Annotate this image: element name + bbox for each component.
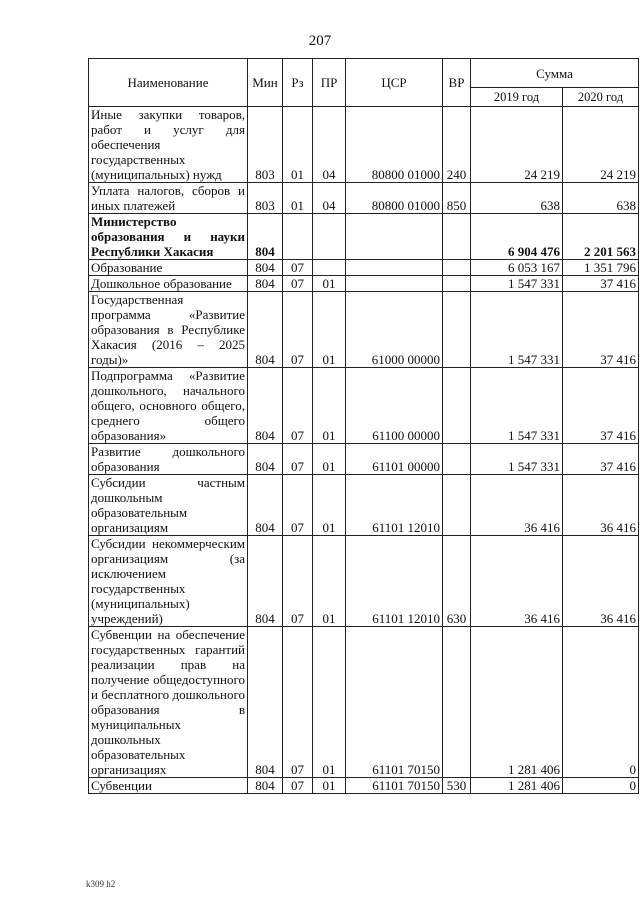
cell-2020: 638 bbox=[563, 183, 639, 214]
cell-2020: 0 bbox=[563, 627, 639, 778]
cell-rz: 07 bbox=[283, 627, 313, 778]
cell-vr bbox=[443, 214, 471, 260]
table-row bbox=[89, 368, 639, 444]
table-row bbox=[89, 536, 639, 627]
table-body bbox=[89, 107, 639, 794]
cell-2019: 1 547 331 bbox=[471, 444, 563, 475]
cell-csr: 61101 70150 bbox=[346, 627, 443, 778]
cell-vr bbox=[443, 276, 471, 292]
cell-2019: 24 219 bbox=[471, 107, 563, 183]
cell-rz: 07 bbox=[283, 260, 313, 276]
header-sum: Сумма bbox=[471, 59, 639, 88]
cell-rz: 07 bbox=[283, 292, 313, 368]
cell-csr bbox=[346, 276, 443, 292]
cell-rz: 07 bbox=[283, 536, 313, 627]
cell-pr: 01 bbox=[313, 368, 346, 444]
cell-2020: 37 416 bbox=[563, 444, 639, 475]
cell-vr bbox=[443, 444, 471, 475]
cell-vr: 630 bbox=[443, 536, 471, 627]
table-row bbox=[89, 107, 639, 183]
cell-min: 804 bbox=[248, 368, 283, 444]
cell-pr bbox=[313, 214, 346, 260]
cell-csr: 61101 70150 bbox=[346, 778, 443, 794]
cell-vr bbox=[443, 475, 471, 536]
cell-name: Образование bbox=[89, 260, 248, 276]
cell-vr bbox=[443, 627, 471, 778]
cell-min: 804 bbox=[248, 214, 283, 260]
cell-min: 804 bbox=[248, 292, 283, 368]
cell-pr: 04 bbox=[313, 183, 346, 214]
page-number: 207 bbox=[308, 33, 332, 49]
cell-min: 804 bbox=[248, 627, 283, 778]
table-row bbox=[89, 778, 639, 794]
header-rz: Рз bbox=[283, 59, 313, 107]
header-csr: ЦСР bbox=[346, 59, 443, 107]
cell-vr bbox=[443, 292, 471, 368]
cell-2020: 2 201 563 bbox=[563, 214, 639, 260]
cell-min: 804 bbox=[248, 444, 283, 475]
cell-csr: 80800 01000 bbox=[346, 107, 443, 183]
table-row bbox=[89, 627, 639, 778]
cell-name: Министерство образования и науки Республики Хакасия bbox=[89, 214, 248, 260]
cell-min: 803 bbox=[248, 107, 283, 183]
header-name: Наименование bbox=[89, 59, 248, 107]
cell-name: Развитие дошкольного образования bbox=[89, 444, 248, 475]
cell-pr: 01 bbox=[313, 475, 346, 536]
cell-csr: 61000 00000 bbox=[346, 292, 443, 368]
cell-rz: 07 bbox=[283, 778, 313, 794]
cell-2019: 6 053 167 bbox=[471, 260, 563, 276]
cell-rz: 07 bbox=[283, 444, 313, 475]
cell-min: 804 bbox=[248, 778, 283, 794]
cell-pr: 01 bbox=[313, 444, 346, 475]
cell-name: Субвенции bbox=[89, 778, 248, 794]
table-row bbox=[89, 292, 639, 368]
cell-min: 803 bbox=[248, 183, 283, 214]
cell-name: Субсидии частным дошкольным образовательным организациям bbox=[89, 475, 248, 536]
table-row bbox=[89, 260, 639, 276]
cell-csr: 80800 01000 bbox=[346, 183, 443, 214]
table-row bbox=[89, 444, 639, 475]
header-min: Мин bbox=[248, 59, 283, 107]
cell-name: Иные закупки товаров, работ и услуг для обеспечения государственных (муниципальных) нужд bbox=[89, 107, 248, 183]
table-row bbox=[89, 475, 639, 536]
cell-pr: 01 bbox=[313, 778, 346, 794]
cell-name: Дошкольное образование bbox=[89, 276, 248, 292]
cell-csr: 61101 12010 bbox=[346, 536, 443, 627]
cell-name: Субсидии некоммерческим организациям (за исключением государственных (муниципальных) учреждений) bbox=[89, 536, 248, 627]
cell-2019: 6 904 476 bbox=[471, 214, 563, 260]
cell-2020: 24 219 bbox=[563, 107, 639, 183]
cell-2020: 0 bbox=[563, 778, 639, 794]
cell-pr: 01 bbox=[313, 627, 346, 778]
cell-rz: 07 bbox=[283, 276, 313, 292]
cell-2019: 1 281 406 bbox=[471, 778, 563, 794]
header-vr: ВР bbox=[443, 59, 471, 107]
cell-2019: 36 416 bbox=[471, 475, 563, 536]
cell-csr: 61100 00000 bbox=[346, 368, 443, 444]
budget-table bbox=[88, 58, 639, 794]
cell-name: Уплата налогов, сборов и иных платежей bbox=[89, 183, 248, 214]
table-row bbox=[89, 183, 639, 214]
cell-name: Государственная программа «Развитие образования в Республике Хакасия (2016 – 2025 годы)» bbox=[89, 292, 248, 368]
cell-pr: 01 bbox=[313, 276, 346, 292]
cell-vr: 850 bbox=[443, 183, 471, 214]
cell-2020: 36 416 bbox=[563, 475, 639, 536]
cell-2019: 1 281 406 bbox=[471, 627, 563, 778]
cell-pr: 01 bbox=[313, 292, 346, 368]
cell-rz: 01 bbox=[283, 107, 313, 183]
cell-min: 804 bbox=[248, 536, 283, 627]
cell-name: Подпрограмма «Развитие дошкольного, начального общего, основного общего, среднего общего образования» bbox=[89, 368, 248, 444]
cell-min: 804 bbox=[248, 475, 283, 536]
header-2020: 2020 год bbox=[563, 88, 639, 107]
cell-name: Субвенции на обеспечение государственных гарантий реализации прав на получение общедоступного и бесплатного дошкольного образования в муниципальных дошкольных образовательных организациях bbox=[89, 627, 248, 778]
cell-vr bbox=[443, 368, 471, 444]
cell-pr bbox=[313, 260, 346, 276]
header-2019: 2019 год bbox=[471, 88, 563, 107]
table-row bbox=[89, 276, 639, 292]
cell-rz: 07 bbox=[283, 368, 313, 444]
cell-2019: 1 547 331 bbox=[471, 292, 563, 368]
cell-pr: 04 bbox=[313, 107, 346, 183]
cell-2019: 1 547 331 bbox=[471, 368, 563, 444]
table-row bbox=[89, 214, 639, 260]
cell-2020: 37 416 bbox=[563, 368, 639, 444]
cell-2019: 36 416 bbox=[471, 536, 563, 627]
cell-min: 804 bbox=[248, 276, 283, 292]
footer-code: k309 h2 bbox=[86, 879, 116, 889]
cell-2020: 36 416 bbox=[563, 536, 639, 627]
cell-csr: 61101 12010 bbox=[346, 475, 443, 536]
cell-csr bbox=[346, 214, 443, 260]
cell-csr bbox=[346, 260, 443, 276]
cell-rz: 01 bbox=[283, 183, 313, 214]
cell-csr: 61101 00000 bbox=[346, 444, 443, 475]
cell-min: 804 bbox=[248, 260, 283, 276]
cell-vr: 240 bbox=[443, 107, 471, 183]
header-pr: ПР bbox=[313, 59, 346, 107]
cell-2020: 37 416 bbox=[563, 276, 639, 292]
cell-rz bbox=[283, 214, 313, 260]
cell-vr bbox=[443, 260, 471, 276]
cell-vr: 530 bbox=[443, 778, 471, 794]
cell-2020: 1 351 796 bbox=[563, 260, 639, 276]
cell-2020: 37 416 bbox=[563, 292, 639, 368]
cell-rz: 07 bbox=[283, 475, 313, 536]
cell-2019: 638 bbox=[471, 183, 563, 214]
cell-pr: 01 bbox=[313, 536, 346, 627]
cell-2019: 1 547 331 bbox=[471, 276, 563, 292]
